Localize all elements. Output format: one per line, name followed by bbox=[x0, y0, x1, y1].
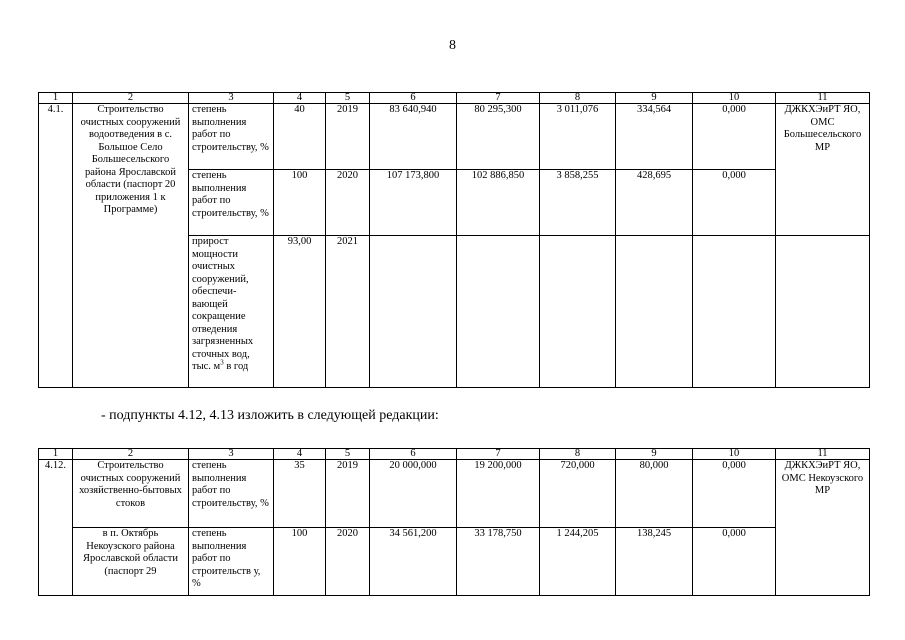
amount-cell: 3 858,255 bbox=[540, 170, 616, 236]
indicator-cell: степень выполнения работ по строительств у, % bbox=[189, 528, 274, 596]
year-cell: 2021 bbox=[326, 236, 370, 388]
table-row bbox=[39, 528, 870, 596]
amount-cell: 19 200,000 bbox=[457, 460, 540, 528]
year-cell: 2020 bbox=[326, 528, 370, 596]
header-cell: 7 bbox=[457, 449, 540, 460]
header-cell: 9 bbox=[616, 449, 693, 460]
amount-cell: 720,000 bbox=[540, 460, 616, 528]
item-number: 4.1. bbox=[39, 104, 73, 388]
header-cell: 9 bbox=[616, 93, 693, 104]
amount-cell bbox=[540, 236, 616, 388]
amount-cell: 33 178,750 bbox=[457, 528, 540, 596]
intro-text: - подпункты 4.12, 4.13 изложить в следующей редакции: bbox=[101, 408, 439, 423]
item-title: Строительство очистных сооружений водоотведения в с. Большое Село Большесельского района Ярославской области (паспорт 20 приложения 1 к Программе) bbox=[73, 104, 189, 388]
item-title: в п. Октябрь Некоузского района Ярославской области (паспорт 29 bbox=[73, 528, 189, 596]
amount-cell bbox=[693, 236, 776, 388]
amount-cell: 428,695 bbox=[616, 170, 693, 236]
year-cell: 2019 bbox=[326, 104, 370, 170]
item-title: Строительство очистных сооружений хозяйственно-бытовых стоков bbox=[73, 460, 189, 528]
header-cell: 3 bbox=[189, 93, 274, 104]
header-row bbox=[39, 93, 870, 104]
amount-cell: 0,000 bbox=[693, 460, 776, 528]
indicator-cell: степень выполнения работ по строительству, % bbox=[189, 170, 274, 236]
amount-cell: 102 886,850 bbox=[457, 170, 540, 236]
amount-cell: 80,000 bbox=[616, 460, 693, 528]
indicator-cell: степень выполнения работ по строительству, % bbox=[189, 104, 274, 170]
header-cell: 2 bbox=[73, 93, 189, 104]
amount-cell: 138,245 bbox=[616, 528, 693, 596]
indicator-superscript: 3 bbox=[220, 358, 224, 367]
value-cell: 93,00 bbox=[274, 236, 326, 388]
header-cell: 7 bbox=[457, 93, 540, 104]
amount-cell bbox=[616, 236, 693, 388]
amount-cell: 83 640,940 bbox=[370, 104, 457, 170]
header-cell: 10 bbox=[693, 449, 776, 460]
amount-cell: 3 011,076 bbox=[540, 104, 616, 170]
value-cell: 100 bbox=[274, 528, 326, 596]
header-cell: 8 bbox=[540, 93, 616, 104]
program-table-4-1 bbox=[38, 92, 870, 388]
header-cell: 10 bbox=[693, 93, 776, 104]
responsible-cell: ДЖКХЭиРТ ЯО, ОМС Некоузского МР bbox=[776, 460, 870, 596]
header-cell: 1 bbox=[39, 93, 73, 104]
amount-cell: 34 561,200 bbox=[370, 528, 457, 596]
amount-cell: 80 295,300 bbox=[457, 104, 540, 170]
amount-cell: 0,000 bbox=[693, 104, 776, 170]
header-cell: 1 bbox=[39, 449, 73, 460]
amount-cell: 0,000 bbox=[693, 170, 776, 236]
value-cell: 100 bbox=[274, 170, 326, 236]
empty-cell bbox=[776, 236, 870, 388]
header-cell: 6 bbox=[370, 449, 457, 460]
table-row bbox=[39, 104, 870, 170]
amount-cell: 334,564 bbox=[616, 104, 693, 170]
page-number: 8 bbox=[449, 38, 456, 53]
indicator-tail: в год bbox=[223, 361, 249, 372]
header-cell: 3 bbox=[189, 449, 274, 460]
responsible-cell: ДЖКХЭиРТ ЯО, ОМС Большесельского МР bbox=[776, 104, 870, 236]
header-row bbox=[39, 449, 870, 460]
amount-cell: 1 244,205 bbox=[540, 528, 616, 596]
amount-cell bbox=[457, 236, 540, 388]
amount-cell bbox=[370, 236, 457, 388]
header-cell: 8 bbox=[540, 449, 616, 460]
amount-cell: 20 000,000 bbox=[370, 460, 457, 528]
indicator-text: прирост мощности очистных сооружений, обеспечи-вающей сокращение отведения загрязненных сточных вод, тыс. м bbox=[192, 236, 254, 372]
header-cell: 5 bbox=[326, 449, 370, 460]
value-cell: 40 bbox=[274, 104, 326, 170]
header-cell: 6 bbox=[370, 93, 457, 104]
header-cell: 11 bbox=[776, 93, 870, 104]
program-table-4-12 bbox=[38, 448, 870, 596]
amount-cell: 0,000 bbox=[693, 528, 776, 596]
year-cell: 2019 bbox=[326, 460, 370, 528]
header-cell: 4 bbox=[274, 449, 326, 460]
header-cell: 4 bbox=[274, 93, 326, 104]
header-cell: 2 bbox=[73, 449, 189, 460]
table-row bbox=[39, 460, 870, 528]
value-cell: 35 bbox=[274, 460, 326, 528]
item-number: 4.12. bbox=[39, 460, 73, 596]
indicator-cell bbox=[189, 236, 274, 388]
amount-cell: 107 173,800 bbox=[370, 170, 457, 236]
header-cell: 5 bbox=[326, 93, 370, 104]
indicator-cell: степень выполнения работ по строительству, % bbox=[189, 460, 274, 528]
header-cell: 11 bbox=[776, 449, 870, 460]
year-cell: 2020 bbox=[326, 170, 370, 236]
